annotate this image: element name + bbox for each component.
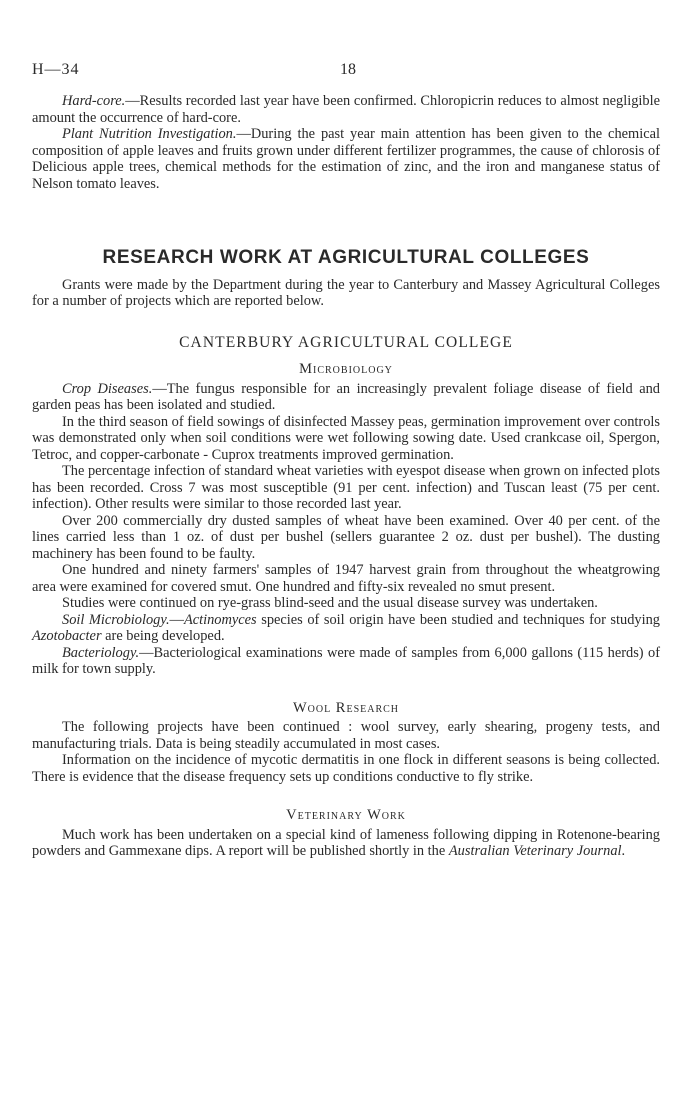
nutrition-text: —During the past year main attention has been given to the chemical composition of apple leaves and fruits grown under different fertilizer programmes, the cause of chlorosis of Delicious apple trees, chemical methods for the estimation of zinc, and the iron and manganese status of Nelson tomato leaves.: [32, 126, 660, 192]
crop-diseases-text: —The fungus responsible for an increasingly prevalent foliage disease of field and garden peas has been isolated and studied.: [32, 380, 660, 413]
bacteriology-paragraph: [32, 645, 660, 678]
soil-genus: Actinomyces: [183, 611, 257, 628]
blindseed-paragraph: Studies were continued on rye-grass blind-seed and the usual disease survey was undertaken.: [62, 595, 598, 611]
document-code: H—34: [32, 61, 80, 78]
dusting-paragraph: Over 200 commercially dry dusted samples of wheat have been examined. Over 40 per cent. of the lines carried less than 1 oz. of dust per bushel (sellers guarantee 2 oz. dust per bushel). The dusting machinery has been found to be faulty.: [32, 512, 660, 562]
soil-text-1: species of soil origin have been studied and techniques for studying: [256, 611, 660, 628]
nutrition-paragraph: [32, 126, 660, 192]
wool-paragraph-1: The following projects have been continued : wool survey, early shearing, progeny tests, and manufacturing trials. Data is being steadily accumulated in most cases.: [32, 719, 660, 752]
wool-research-heading: Wool Research: [292, 699, 400, 716]
crop-diseases-paragraph: [32, 381, 660, 414]
veterinary-text: Much work has been undertaken on a special kind of lameness following dipping in Rotenone-bearing powders and Gammexane dips. A report will be published shortly in the: [32, 826, 660, 859]
bacteriology-text: —Bacteriological examinations were made of samples from 6,000 gallons (115 herds) of milk for town supply.: [32, 644, 660, 677]
nutrition-title: Plant Nutrition Investigation.: [62, 126, 237, 142]
veterinary-work-heading: Veterinary Work: [286, 807, 406, 823]
veterinary-paragraph: [32, 827, 660, 860]
hardcore-paragraph: [32, 93, 660, 126]
soil-genus-2: Azotobacter: [32, 628, 102, 644]
college-heading: CANTERBURY AGRICULTURAL COLLEGE: [179, 333, 513, 351]
soil-dash: —: [169, 611, 184, 628]
soil-title: Soil Microbiology.: [62, 611, 170, 628]
research-intro: Grants were made by the Department during the year to Canterbury and Massey Agricultural Colleges for a number of projects which are reported below.: [32, 276, 660, 309]
veterinary-end: .: [621, 843, 626, 859]
journal-name: Australian Veterinary Journal: [448, 843, 622, 859]
research-heading: RESEARCH WORK AT AGRICULTURAL COLLEGES: [102, 247, 590, 268]
wool-paragraph-2: Information on the incidence of mycotic dermatitis in one flock in different seasons is being collected. There is evidence that the disease frequency sets up conditions conductive to fly strike.: [32, 752, 660, 785]
smut-paragraph: One hundred and ninety farmers' samples of 1947 harvest grain from throughout the wheatgrowing area were examined for covered smut. One hundred and fifty-six revealed no smut present.: [32, 562, 660, 595]
soil-text-2: are being developed.: [101, 628, 225, 644]
eyespot-paragraph: The percentage infection of standard wheat varieties with eyespot disease when grown on infected plots has been recorded. Cross 7 was most susceptible (91 per cent. infection) and Tuscan least (75 per cent. infection). Other results were similar to those recorded last year.: [32, 463, 660, 512]
page-content: [32, 93, 660, 860]
peas-paragraph: In the third season of field sowings of disinfected Massey peas, germination improvement over controls was demonstrated only when soil conditions were wet following sowing date. Used crankcase oil, Spergon, Tetroc, and copper-carbonate - Cuprox treatments improved germination.: [32, 413, 660, 463]
page-header: [32, 61, 660, 81]
microbiology-heading: Microbiology: [299, 361, 393, 377]
hardcore-text: —Results recorded last year have been confirmed. Chloropicrin reduces to almost negligible amount the occurrence of hard-core.: [32, 93, 660, 126]
crop-diseases-title: Crop Diseases.: [62, 380, 153, 397]
page-number: 18: [340, 61, 356, 78]
hardcore-title: Hard-core.: [62, 93, 126, 109]
bacteriology-title: Bacteriology.: [62, 644, 140, 661]
soil-microbiology-paragraph: [32, 612, 660, 645]
